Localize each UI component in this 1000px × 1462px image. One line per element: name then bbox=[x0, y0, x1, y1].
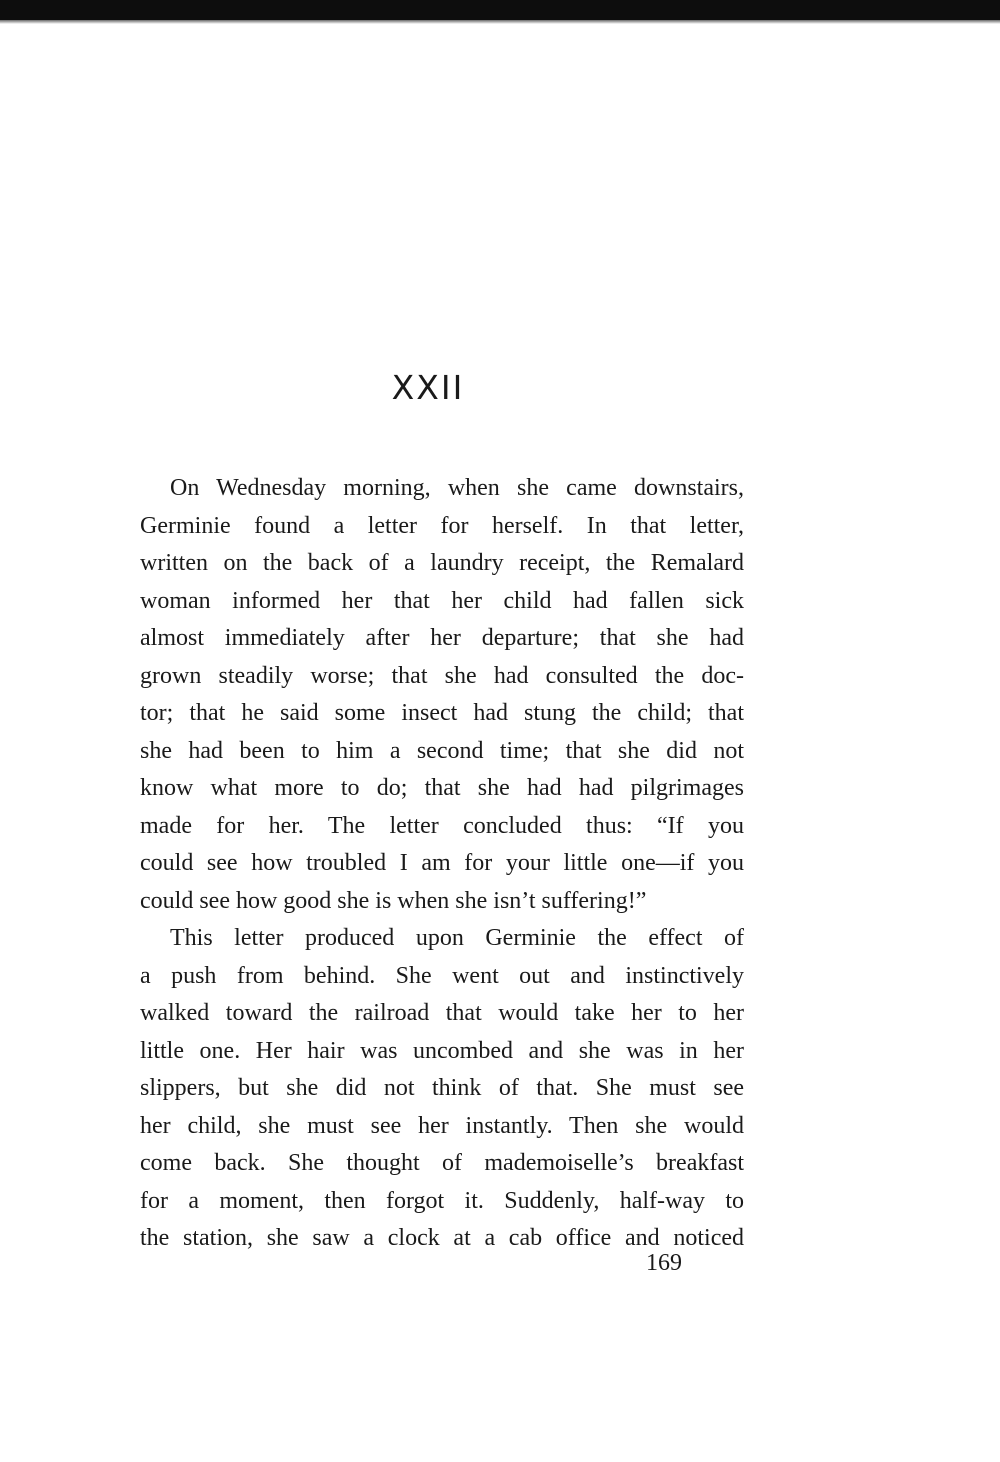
text-line: On Wednesday morning, when she came downstairs, bbox=[170, 475, 744, 501]
text-line: she had been to him a second time; that she did not bbox=[140, 737, 744, 764]
text-line: little one. Her hair was uncombed and she was in her bbox=[140, 1037, 744, 1064]
text-line: the station, she saw a clock at a cab office and noticed bbox=[140, 1225, 744, 1251]
text-line: made for her. The letter concluded thus: “If you bbox=[140, 812, 744, 839]
text-line: tor; that he said some insect had stung the child; that bbox=[140, 700, 744, 726]
text-line: walked toward the railroad that would take her to her bbox=[140, 1000, 744, 1026]
paragraph-2 bbox=[110, 920, 744, 1258]
text-line: for a moment, then forgot it. Suddenly, half-way to bbox=[140, 1187, 744, 1214]
text-line: grown steadily worse; that she had consulted the doc- bbox=[140, 662, 744, 689]
body-text bbox=[110, 470, 744, 1258]
text-line: come back. She thought of mademoiselle’s breakfast bbox=[140, 1150, 744, 1176]
scan-border-shadow bbox=[0, 20, 1000, 24]
text-line: know what more to do; that she had had pilgrimages bbox=[140, 775, 744, 801]
text-line: could see how troubled I am for your little one—if you bbox=[140, 850, 744, 876]
text-line: her child, she must see her instantly. Then she would bbox=[140, 1112, 744, 1139]
page-number: 169 bbox=[646, 1250, 682, 1276]
text-line: almost immediately after her departure; that she had bbox=[140, 625, 744, 651]
text-line: a push from behind. She went out and instinctively bbox=[140, 962, 744, 989]
scan-border-top bbox=[0, 0, 1000, 20]
text-line: woman informed her that her child had fallen sick bbox=[140, 587, 744, 614]
text-line: written on the back of a laundry receipt, the Remalard bbox=[140, 550, 744, 576]
text-line: slippers, but she did not think of that. She must see bbox=[140, 1075, 744, 1101]
text-line: could see how good she is when she isn’t suffering!” bbox=[140, 887, 647, 914]
chapter-heading: XXII bbox=[391, 368, 465, 407]
paragraph-1 bbox=[110, 470, 744, 920]
text-line: Germinie found a letter for herself. In that letter, bbox=[140, 512, 744, 539]
text-line: This letter produced upon Germinie the effect of bbox=[170, 925, 744, 951]
